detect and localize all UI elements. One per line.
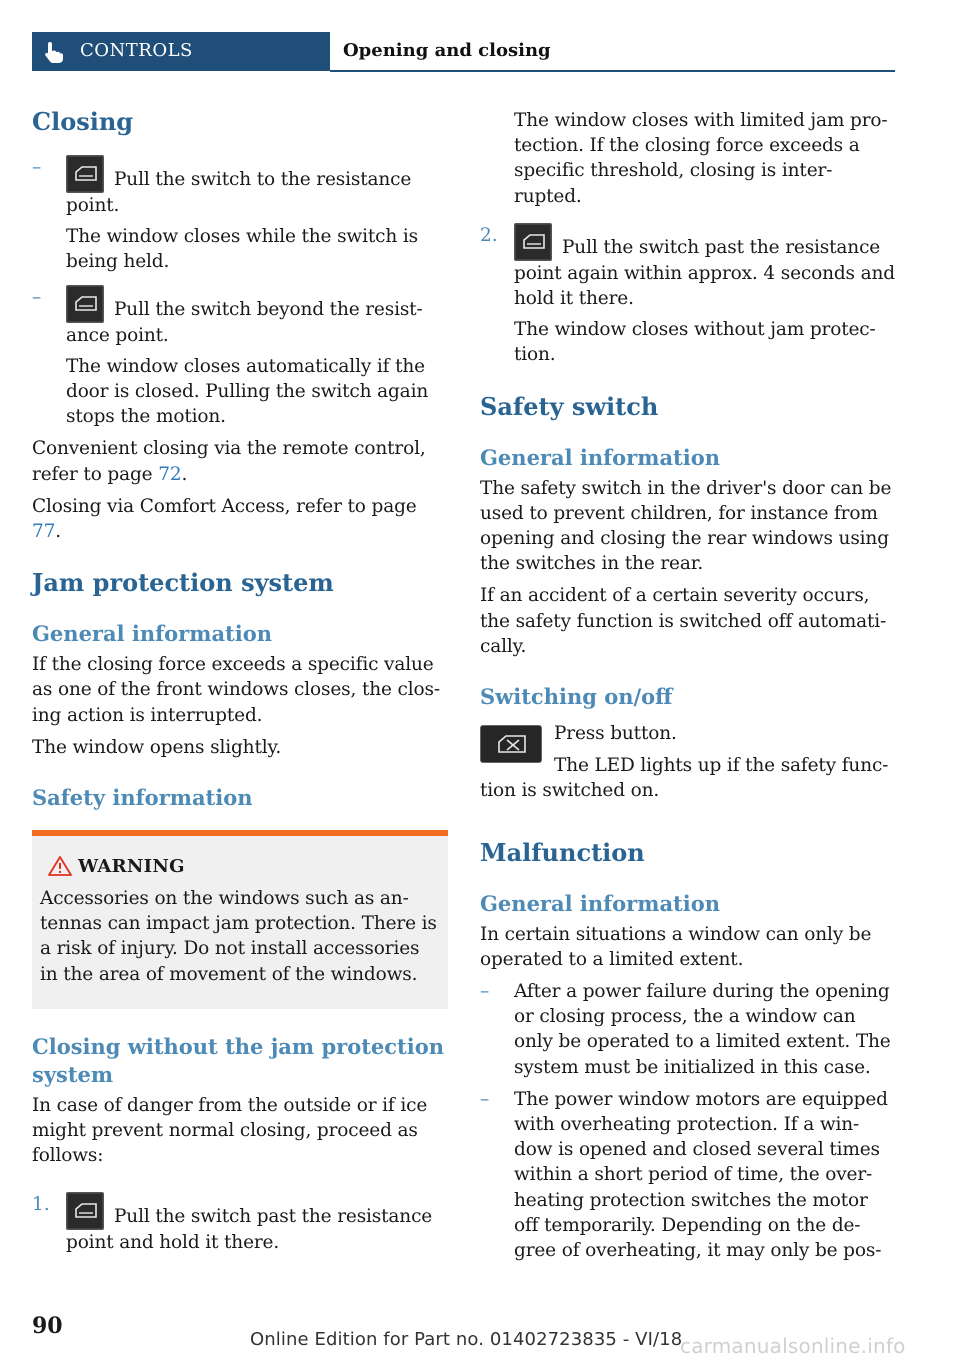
list-item xyxy=(480,223,896,368)
left-column xyxy=(32,100,448,1256)
list-item xyxy=(480,979,896,1080)
list-item xyxy=(32,1192,448,1255)
step-number: 1. xyxy=(32,1194,50,1216)
jam-general-text: If the closing force exceeds a specific value as one of the front windows closes, the clos‐ ing action is interrupted. xyxy=(32,654,440,726)
mal-general-text: In certain situations a window can only be operated to a limited extent. xyxy=(480,923,872,970)
window-switch-icon xyxy=(514,223,552,261)
warning-title: WARNING xyxy=(78,856,185,878)
jam-general-text-2: The window opens slightly. xyxy=(32,736,282,758)
watermark: carmanualsonline.info xyxy=(680,1334,906,1358)
mal-item-text: After a power failure during the opening or closing process, the a window can only be operated to a limited extent. The system must be initialized in this case. xyxy=(514,981,891,1078)
step2-detail: The window closes without jam protec‐ tion. xyxy=(514,319,876,366)
without-jam-heading: Closing without the jam protection system xyxy=(32,1033,445,1087)
page-header xyxy=(32,32,895,72)
page-link[interactable]: 77 xyxy=(32,521,56,543)
closing-step-text: Pull the switch beyond the resist‐ ance point. xyxy=(66,298,423,346)
step-text: Pull the switch past the resistance point again within approx. 4 seconds and hold it there. xyxy=(514,236,895,310)
right-column xyxy=(480,108,896,1263)
section-band xyxy=(32,32,330,71)
without-jam-text: In case of danger from the outside or if ice might prevent normal closing, proceed as follows: xyxy=(32,1094,428,1167)
warning-triangle-icon xyxy=(48,856,72,876)
mal-general-heading: General information xyxy=(480,890,721,916)
window-switch-icon xyxy=(66,285,104,323)
list-item xyxy=(480,1087,896,1263)
header-rule xyxy=(330,70,895,72)
mal-item-text: The power window motors are equipped with overheating protection. If a win‐ dow is opened and closed several times within a short period of time, the over‐ heating protection switches the motor off temporarily. Depending on the de‐ gree of overheating, it may only be pos‐ xyxy=(514,1088,888,1262)
switching-text-2: The LED lights up if the safety func‐ tion is switched on. xyxy=(480,755,889,802)
warning-text: Accessories on the windows such as an‐ tennas can impact jam protection. There is a risk of injury. Do not install accessories in the area of movement of the windows. xyxy=(40,888,437,985)
ss-general-text: The safety switch in the driver's door can be used to prevent children, for instance from opening and closing the rear windows using the switches in the rear. xyxy=(480,477,892,575)
step-text: Pull the switch past the resistance point and hold it there. xyxy=(66,1206,433,1254)
jam-general-heading: General information xyxy=(32,621,273,647)
list-marker: – xyxy=(32,157,42,178)
hand-pointer-icon xyxy=(42,40,64,64)
step-number: 2. xyxy=(480,224,498,246)
window-switch-icon xyxy=(66,155,104,193)
safety-info-heading: Safety information xyxy=(32,785,253,811)
list-marker: – xyxy=(480,1088,490,1110)
malfunction-heading: Malfunction xyxy=(480,837,645,867)
safety-switch-icon xyxy=(480,725,542,763)
closing-step-detail: The window closes while the switch is being held. xyxy=(66,226,418,273)
page-link[interactable]: 72 xyxy=(158,463,182,485)
list-marker: – xyxy=(32,286,42,308)
warning-box xyxy=(32,830,448,1009)
switching-text: Press button. xyxy=(554,723,677,745)
list-item xyxy=(32,285,448,430)
list-marker: – xyxy=(480,981,490,1003)
switching-block xyxy=(480,721,896,804)
ss-general-text-2: If an accident of a certain severity occurs, the safety function is switched off automati‐ cally. xyxy=(480,585,887,657)
remote-closing-text: Convenient closing via the remote control, refer to page 72. xyxy=(32,438,426,485)
chapter-title: Opening and closing xyxy=(343,40,551,61)
safety-switch-heading: Safety switch xyxy=(480,391,659,421)
window-switch-icon xyxy=(66,1192,104,1230)
closing-heading: Closing xyxy=(32,107,134,136)
switching-heading: Switching on/off xyxy=(480,684,673,710)
comfort-closing-text: Closing via Comfort Access, refer to page 77. xyxy=(32,495,417,543)
jam-protection-heading: Jam protection system xyxy=(32,568,334,598)
closing-step-detail: The window closes automatically if the door is closed. Pulling the switch again stops the motion. xyxy=(66,355,429,428)
step1-detail: The window closes with limited jam pro‐ tection. If the closing force exceeds a specific threshold, closing is inter‐ rupted. xyxy=(514,110,888,207)
ss-general-heading: General information xyxy=(480,444,721,470)
closing-step-text: Pull the switch to the resistance point. xyxy=(66,169,412,216)
list-item xyxy=(32,155,448,275)
page-number: 90 xyxy=(32,1313,63,1339)
edition-footer: Online Edition for Part no. 01402723835 - VI/18 xyxy=(250,1329,683,1350)
section-title: CONTROLS xyxy=(80,40,193,61)
